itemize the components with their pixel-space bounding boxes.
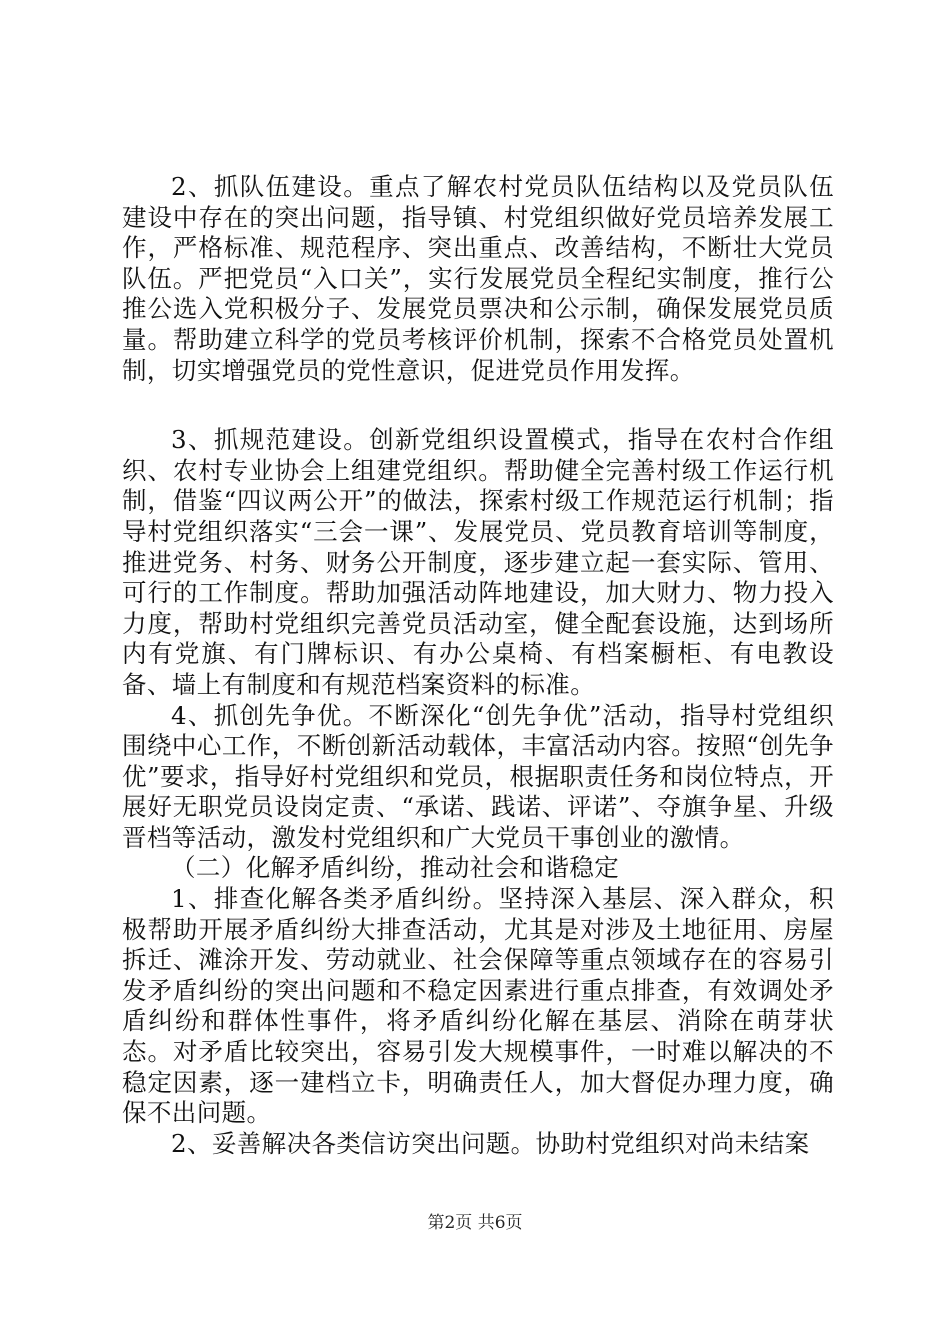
paragraph-dispute-resolution: 1、排查化解各类矛盾纠纷。坚持深入基层、深入群众，积极帮助开展矛盾纠纷大排查活动，尤其是对涉及土地征用、房屋拆迁、滩涂开发、劳动就业、社会保障等重点领域存在的容易引发矛盾纠纷的突出问题和不稳定因素进行重点排查，有效调处矛盾纠纷和群体性事件，将矛盾纠纷化解在基层、消除在萌芽状态。对矛盾比较突出，容易引发大规模事件，一时难以解决的不稳定因素，逐一建档立卡，明确责任人，加大督促办理力度，确保不出问题。 xyxy=(122,884,834,1128)
document-body xyxy=(122,172,834,1159)
paragraph-petitions: 2、妥善解决各类信访突出问题。协助村党组织对尚未结案 xyxy=(171,1128,810,1158)
page-number-footer: 第2页 共6页 xyxy=(427,1213,523,1233)
paragraph-gap xyxy=(122,386,834,425)
section-heading-disputes: （二）化解矛盾纠纷，推动社会和谐稳定 xyxy=(171,853,620,883)
paragraph-team-building: 2、抓队伍建设。重点了解农村党员队伍结构以及党员队伍建设中存在的突出问题，指导镇、村党组织做好党员培养发展工作，严格标准、规范程序、突出重点、改善结构，不断壮大党员队伍。严把党员“入口关”，实行发展党员全程纪实制度，推行公推公选入党积极分子、发展党员票决和公示制，确保发展党员质量。帮助建立科学的党员考核评价机制，探索不合格党员处置机制，切实增强党员的党性意识，促进党员作用发挥。 xyxy=(122,172,834,385)
paragraph-excellence: 4、抓创先争优。不断深化“创先争优”活动，指导村党组织围绕中心工作，不断创新活动载体，丰富活动内容。按照“创先争优”要求，指导好村党组织和党员，根据职责任务和岗位特点，开展好无职党员设岗定责、“承诺、践诺、评诺”、夺旗争星、升级晋档等活动，激发村党组织和广大党员干事创业的激情。 xyxy=(122,700,834,852)
paragraph-standardization: 3、抓规范建设。创新党组织设置模式，指导在农村合作组织、农村专业协会上组建党组织。帮助健全完善村级工作运行机制，借鉴“四议两公开”的做法，探索村级工作规范运行机制；指导村党组织落实“三会一课”、发展党员、党员教育培训等制度，推进党务、村务、财务公开制度，逐步建立起一套实际、管用、可行的工作制度。帮助加强活动阵地建设，加大财力、物力投入力度，帮助村党组织完善党员活动室，健全配套设施，达到场所内有党旗、有门牌标识、有办公桌椅、有档案橱柜、有电教设备、墙上有制度和有规范档案资料的标准。 xyxy=(122,425,834,699)
